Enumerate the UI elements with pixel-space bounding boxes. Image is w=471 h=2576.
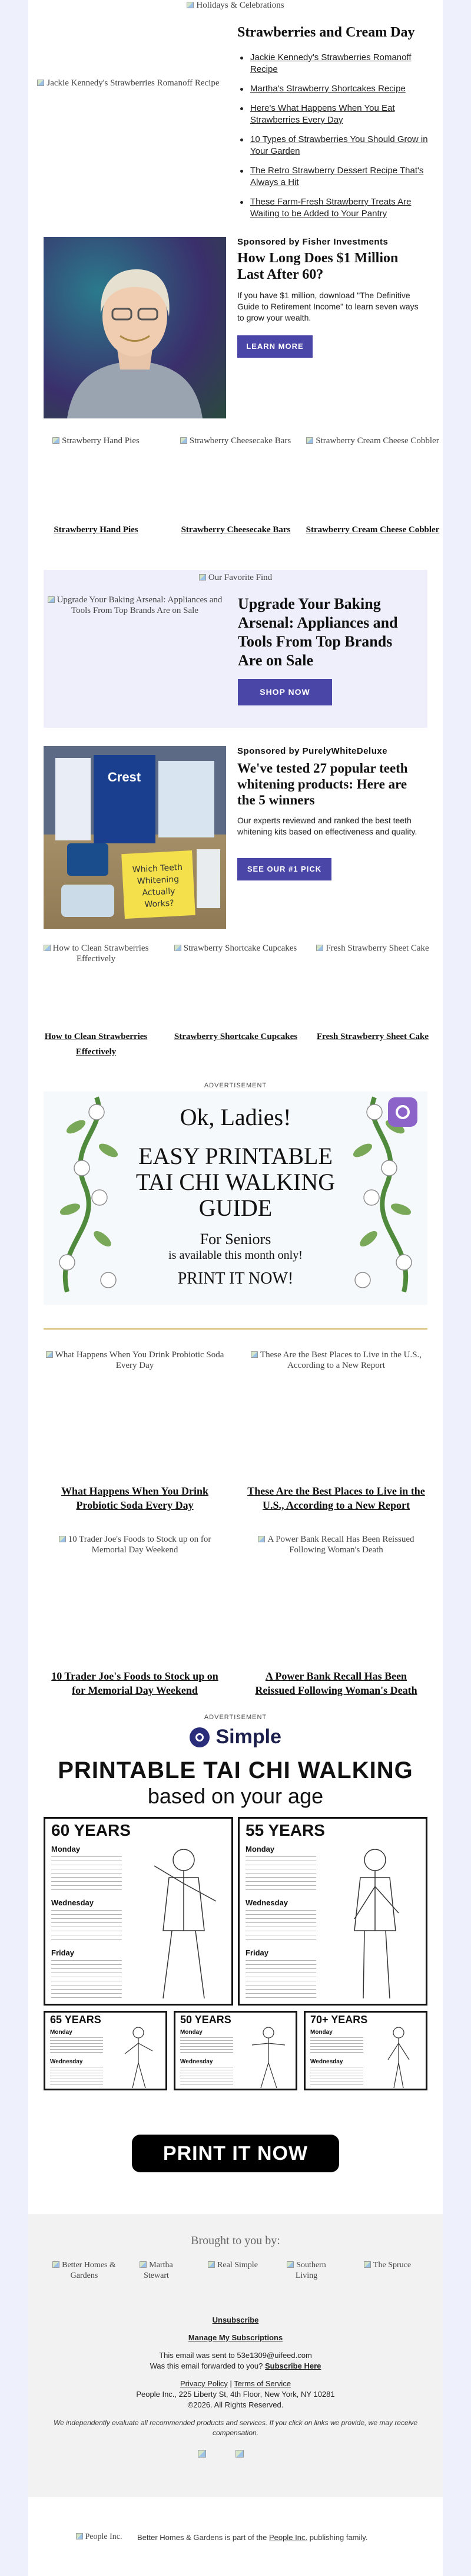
- broken-image-icon: [140, 2261, 147, 2268]
- tai-chi-line4: GUIDE: [198, 1195, 273, 1221]
- broken-image-icon: [180, 437, 187, 444]
- broken-image-icon: [187, 2, 194, 8]
- card-image[interactable]: These Are the Best Places to Live in the U.S., According to a New Report: [245, 1350, 427, 1371]
- tai-chi-chart-ad[interactable]: [44, 1726, 427, 2091]
- day-label: Monday: [51, 1845, 81, 1853]
- brand-logo[interactable]: Real Simple: [205, 2260, 261, 2271]
- exercise-text-lines: [246, 1856, 316, 1892]
- woman-exercise-sketch: [110, 2024, 166, 2089]
- day-label: Wednesday: [310, 2059, 343, 2065]
- sponsor-label: Sponsored by Fisher Investments: [237, 237, 389, 247]
- terms-of-service-link[interactable]: Terms of Service: [234, 2379, 291, 2388]
- related-link-1[interactable]: Jackie Kennedy's Strawberries Romanoff Recipe: [237, 52, 432, 75]
- tai-chi-guide-ad[interactable]: [44, 1091, 427, 1305]
- day-label: Wednesday: [246, 1898, 288, 1907]
- card-image[interactable]: 10 Trader Joe's Foods to Stock up on for Memorial Day Weekend: [44, 1534, 226, 1555]
- fisher-ad-image[interactable]: [44, 237, 226, 418]
- card-title[interactable]: Strawberry Shortcake Cupcakes: [174, 1032, 298, 1041]
- day-label: Wednesday: [50, 2059, 83, 2065]
- age-card-title: 65 YEARS: [50, 2014, 101, 2026]
- broken-image-icon: [37, 80, 44, 86]
- card-image[interactable]: How to Clean Strawberries Effectively: [31, 943, 161, 964]
- card-image[interactable]: Strawberry Cream Cheese Cobbler: [305, 436, 440, 446]
- simple-logo-icon: [190, 1727, 210, 1747]
- brand-logo[interactable]: Southern Living: [278, 2260, 334, 2281]
- ad-headline[interactable]: We've tested 27 popular teeth whitening products: Here are the 5 winners: [237, 761, 408, 807]
- exercise-text-lines: [50, 2037, 103, 2055]
- people-inc-link[interactable]: People Inc.: [269, 2533, 308, 2542]
- tai-chi-chart-subtitle: based on your age: [147, 1784, 324, 1808]
- policy-separator: |: [230, 2379, 234, 2388]
- card-image[interactable]: Strawberry Hand Pies: [31, 436, 161, 446]
- age-card-title: 50 YEARS: [180, 2014, 231, 2026]
- exercise-text-lines: [246, 1910, 316, 1942]
- teeth-ad-image[interactable]: [44, 746, 226, 929]
- footer: [28, 2214, 443, 2497]
- broken-image-icon: [59, 1536, 66, 1542]
- age-card-title: 70+ YEARS: [310, 2014, 368, 2026]
- broken-image-icon: [174, 945, 181, 951]
- day-label: Wednesday: [180, 2059, 213, 2065]
- card-title[interactable]: How to Clean Strawberries Effectively: [44, 1032, 148, 1057]
- manage-subscriptions-link[interactable]: Manage My Subscriptions: [188, 2333, 283, 2342]
- print-it-now-button[interactable]: PRINT IT NOW: [132, 2135, 339, 2172]
- main-story-image[interactable]: Jackie Kennedy's Strawberries Romanoff Recipe: [28, 78, 228, 88]
- favorite-image[interactable]: Upgrade Your Baking Arsenal: Appliances and Tools From Top Brands Are on Sale: [44, 595, 226, 616]
- divider: [44, 1328, 427, 1330]
- learn-more-button[interactable]: LEARN MORE: [237, 335, 313, 358]
- social-icon[interactable]: [236, 2450, 244, 2458]
- age-card-70: [304, 2011, 427, 2090]
- broken-image-icon: [251, 1351, 258, 1358]
- broken-image-icon: [306, 437, 313, 444]
- broken-image-icon: [287, 2261, 294, 2268]
- policy-links: [28, 2379, 443, 2388]
- simple-brand: [44, 1726, 427, 1749]
- favorite-headline[interactable]: Upgrade Your Baking Arsenal: Appliances and Tools From Top Brands Are on Sale: [238, 595, 398, 669]
- exercise-text-lines: [310, 2037, 363, 2055]
- broken-image-icon: [44, 945, 51, 951]
- card-title[interactable]: These Are the Best Places to Live in the U.S., According to a New Report: [247, 1485, 425, 1511]
- broken-image-icon: [52, 437, 59, 444]
- related-links-list: [237, 52, 432, 227]
- card-image[interactable]: Strawberry Cheesecake Bars: [171, 436, 300, 446]
- see-our-pick-button[interactable]: SEE OUR #1 PICK: [237, 858, 331, 880]
- exercise-text-lines: [51, 1856, 122, 1892]
- brand-logo[interactable]: Martha Stewart: [128, 2260, 184, 2281]
- woman-exercise-sketch: [370, 2024, 426, 2089]
- shop-now-button[interactable]: SHOP NOW: [238, 679, 332, 705]
- woman-exercise-sketch: [322, 1842, 425, 2004]
- card-title[interactable]: What Happens When You Drink Probiotic Soda Every Day: [61, 1485, 209, 1511]
- advertisement-label: ADVERTISEMENT: [204, 1082, 267, 1089]
- ad-body: Our experts reviewed and ranked the best teeth whitening kits based on effectiveness and quality.: [237, 816, 417, 836]
- tai-chi-line5: For Seniors: [200, 1231, 271, 1248]
- address-text: People Inc., 225 Liberty St, 4th Floor, New York, NY 10281: [136, 2390, 335, 2399]
- related-link-6[interactable]: These Farm-Fresh Strawberry Treats Are Waiting to be Added to Your Pantry: [237, 196, 432, 220]
- day-label: Friday: [246, 1948, 269, 1957]
- card-title[interactable]: Strawberry Cream Cheese Cobbler: [306, 525, 440, 535]
- brand-logo[interactable]: The Spruce: [352, 2260, 423, 2271]
- people-inc-logo[interactable]: People Inc.: [69, 2532, 128, 2542]
- section-title: Strawberries and Cream Day: [237, 25, 415, 40]
- privacy-policy-link[interactable]: Privacy Policy: [180, 2379, 228, 2388]
- age-card-60: [44, 1817, 233, 2006]
- broken-image-icon: [208, 2261, 215, 2268]
- day-label: Monday: [246, 1845, 275, 1853]
- age-card-title: 60 YEARS: [51, 1821, 131, 1839]
- woman-exercise-sketch: [128, 1842, 231, 2004]
- sponsor-label: Sponsored by PurelyWhiteDeluxe: [237, 746, 388, 756]
- forwarded-line: [28, 2361, 443, 2370]
- broken-image-icon: [199, 574, 206, 580]
- forwarded-text: Was this email forwarded to you?: [150, 2361, 263, 2370]
- broken-image-icon: [316, 945, 323, 951]
- age-card-55: [238, 1817, 427, 2006]
- card-title[interactable]: Strawberry Hand Pies: [54, 525, 138, 535]
- age-card-title: 55 YEARS: [246, 1821, 325, 1839]
- tai-chi-line2: EASY PRINTABLE: [138, 1143, 333, 1169]
- day-label: Monday: [310, 2029, 333, 2036]
- card-title[interactable]: Strawberry Cheesecake Bars: [181, 525, 291, 535]
- day-label: Wednesday: [51, 1898, 94, 1907]
- unsubscribe-link[interactable]: Unsubscribe: [212, 2316, 259, 2324]
- broken-image-icon: [52, 2261, 59, 2268]
- card-image[interactable]: A Power Bank Recall Has Been Reissued Following Woman's Death: [245, 1534, 427, 1555]
- exercise-text-lines: [180, 2037, 233, 2055]
- circle-icon: [396, 1105, 410, 1119]
- related-link-4[interactable]: 10 Types of Strawberries You Should Grow in Your Garden: [237, 134, 432, 157]
- subscribe-here-link[interactable]: Subscribe Here: [264, 2361, 321, 2370]
- card-title[interactable]: 10 Trader Joe's Foods to Stock up on for Memorial Day Weekend: [51, 1670, 218, 1696]
- exercise-text-lines: [51, 1910, 122, 1942]
- day-label: Monday: [180, 2029, 203, 2036]
- favorite-header-image: Our Favorite Find: [44, 572, 427, 583]
- advertisement-label: ADVERTISEMENT: [204, 1714, 267, 1721]
- day-label: Friday: [51, 1948, 75, 1957]
- woman-exercise-sketch: [240, 2024, 296, 2089]
- day-label: Monday: [50, 2029, 72, 2036]
- related-link-2[interactable]: Martha's Strawberry Shortcakes Recipe: [237, 83, 432, 95]
- exercise-text-lines: [50, 2067, 103, 2087]
- woman-portrait-illustration: [44, 237, 226, 418]
- broken-image-icon: [46, 1351, 53, 1358]
- card-image[interactable]: Fresh Strawberry Sheet Cake: [305, 943, 440, 954]
- publishing-family-text: Better Homes & Gardens is part of the People Inc. publishing family.: [137, 2533, 368, 2542]
- tai-chi-line6: is available this month only!: [168, 1249, 303, 1262]
- exercise-text-lines: [310, 2067, 363, 2087]
- card-title[interactable]: Fresh Strawberry Sheet Cake: [316, 1032, 429, 1041]
- age-card-50: [174, 2011, 297, 2090]
- sticky-note-text: Which Teeth Whitening Actually Works?: [132, 862, 183, 910]
- related-link-3[interactable]: Here's What Happens When You Eat Strawberries Every Day: [237, 103, 432, 126]
- broken-image-icon: [258, 1536, 265, 1542]
- broken-image-icon: [76, 2533, 83, 2539]
- tai-chi-chart-title: PRINTABLE TAI CHI WALKING: [58, 1757, 413, 1783]
- card-title[interactable]: A Power Bank Recall Has Been Reissued Following Woman's Death: [255, 1670, 417, 1696]
- copyright-text: ©2026. All Rights Reserved.: [187, 2400, 284, 2409]
- related-link-5[interactable]: The Retro Strawberry Dessert Recipe That's Always a Hit: [237, 165, 432, 189]
- exercise-text-lines: [180, 2067, 233, 2087]
- disclaimer-text: We independently evaluate all recommended products and services. If you click on links we provide, we may receive compensation.: [53, 2419, 418, 2437]
- card-image[interactable]: What Happens When You Drink Probiotic Soda Every Day: [44, 1350, 226, 1371]
- exercise-text-lines: [51, 1960, 122, 1998]
- tai-chi-line1: Ok, Ladies!: [180, 1104, 291, 1130]
- ad-body: If you have $1 million, download "The Definitive Guide to Retirement Income" to learn seven ways to grow your wealth.: [237, 291, 419, 322]
- print-it-now-link[interactable]: PRINT IT NOW!: [177, 1269, 294, 1288]
- simple-brand-name: Simple: [215, 1726, 281, 1748]
- tai-chi-line3: TAI CHI WALKING: [135, 1169, 336, 1195]
- brought-by-label: Brought to you by:: [191, 2234, 280, 2247]
- svg-text:Crest: Crest: [107, 770, 141, 784]
- broken-image-icon: [364, 2261, 371, 2268]
- broken-image-icon: [48, 596, 55, 603]
- age-card-65: [44, 2011, 167, 2090]
- email-body: [28, 0, 443, 2576]
- app-icon: [388, 1097, 417, 1127]
- favorite-find-panel: [44, 570, 427, 728]
- ad-headline[interactable]: How Long Does $1 Million Last After 60?: [237, 250, 399, 282]
- header-image[interactable]: Holidays & Celebrations: [28, 0, 443, 11]
- card-image[interactable]: Strawberry Shortcake Cupcakes: [171, 943, 300, 954]
- exercise-text-lines: [246, 1960, 316, 1998]
- social-icon[interactable]: [198, 2450, 206, 2458]
- sent-to-text: This email was sent to 53e1309@uifeed.com: [159, 2351, 312, 2360]
- brand-logo[interactable]: Better Homes & Gardens: [52, 2260, 117, 2281]
